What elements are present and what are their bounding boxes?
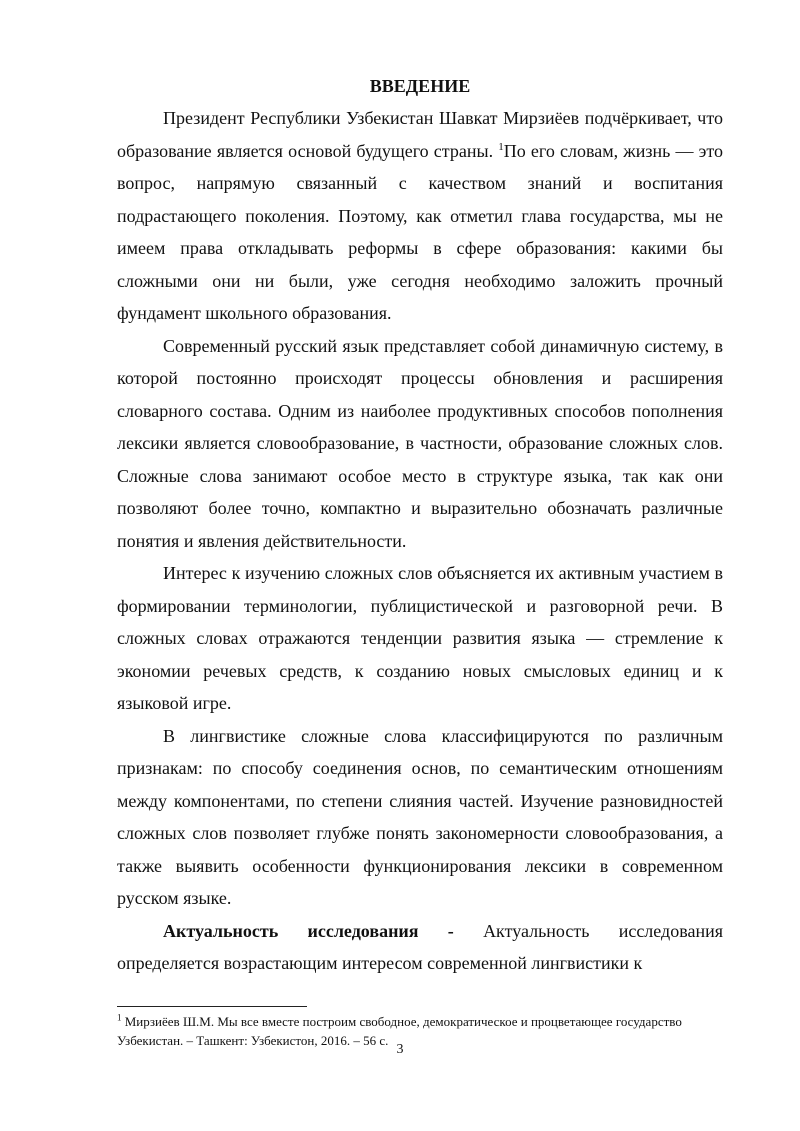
document-body [117, 70, 723, 980]
footnote-separator [117, 1006, 307, 1007]
relevance-heading: Актуальность исследования - [163, 920, 484, 941]
footnote-text: Мирзиёев Ш.М. Мы все вместе построим свободное, демократическое и процветающее государство Узбекистан. – Ташкент: Узбекистон, 2016. – 56 с. [117, 1014, 682, 1048]
paragraph-3: Интерес к изучению сложных слов объясняется их активным участием в формировании терминологии, публицистической и разговорной речи. В сложных словах отражаются тенденции развития языка — стремление к экономии речевых средств, к созданию новых смысловых единиц и к языковой игре. [117, 563, 723, 713]
footnote-reference[interactable]: 1 [498, 140, 504, 153]
paragraph-2: Современный русский язык представляет собой динамичную систему, в которой постоянно происходят процессы обновления и расширения словарного состава. Одним из наиболее продуктивных способов пополнения лексики является словообразование, в частности, образование сложных слов. Сложные слова занимают особое место в структуре языка, так как они позволяют более точно, компактно и выразительно обозначать различные понятия и явления действительности. [117, 335, 723, 551]
paragraph-1-text-a: Президент Республики Узбекистан Шавкат Мирзиёев подчёркивает, что образование является основой будущего страны. [117, 108, 723, 161]
paragraph-1 [117, 102, 723, 330]
paragraph-5 [117, 915, 723, 980]
section-title: ВВЕДЕНИЕ [369, 76, 471, 96]
page-number: 3 [396, 1042, 404, 1057]
paragraph-5-text: Актуальность исследования определяется возрастающим интересом современной лингвистики к [117, 920, 723, 973]
footnote-marker: 1 [117, 1012, 122, 1023]
paragraph-1-text-b: По его словам, жизнь — это вопрос, напрямую связанный с качеством знаний и воспитания подрастающего поколения. Поэтому, как отметил глава государства, мы не имеем права откладывать реформы в сфере образования: какими бы сложными они ни были, уже сегодня необходимо заложить прочный фундамент школьного образования. [117, 140, 723, 323]
paragraph-4: В лингвистике сложные слова классифицируются по различным признакам: по способу соединения основ, по семантическим отношениям между компонентами, по степени слияния частей. Изучение разновидностей сложных слов позволяет глубже понять закономерности словообразования, а также выявить особенности функционирования лексики в современном русском языке. [117, 725, 723, 908]
